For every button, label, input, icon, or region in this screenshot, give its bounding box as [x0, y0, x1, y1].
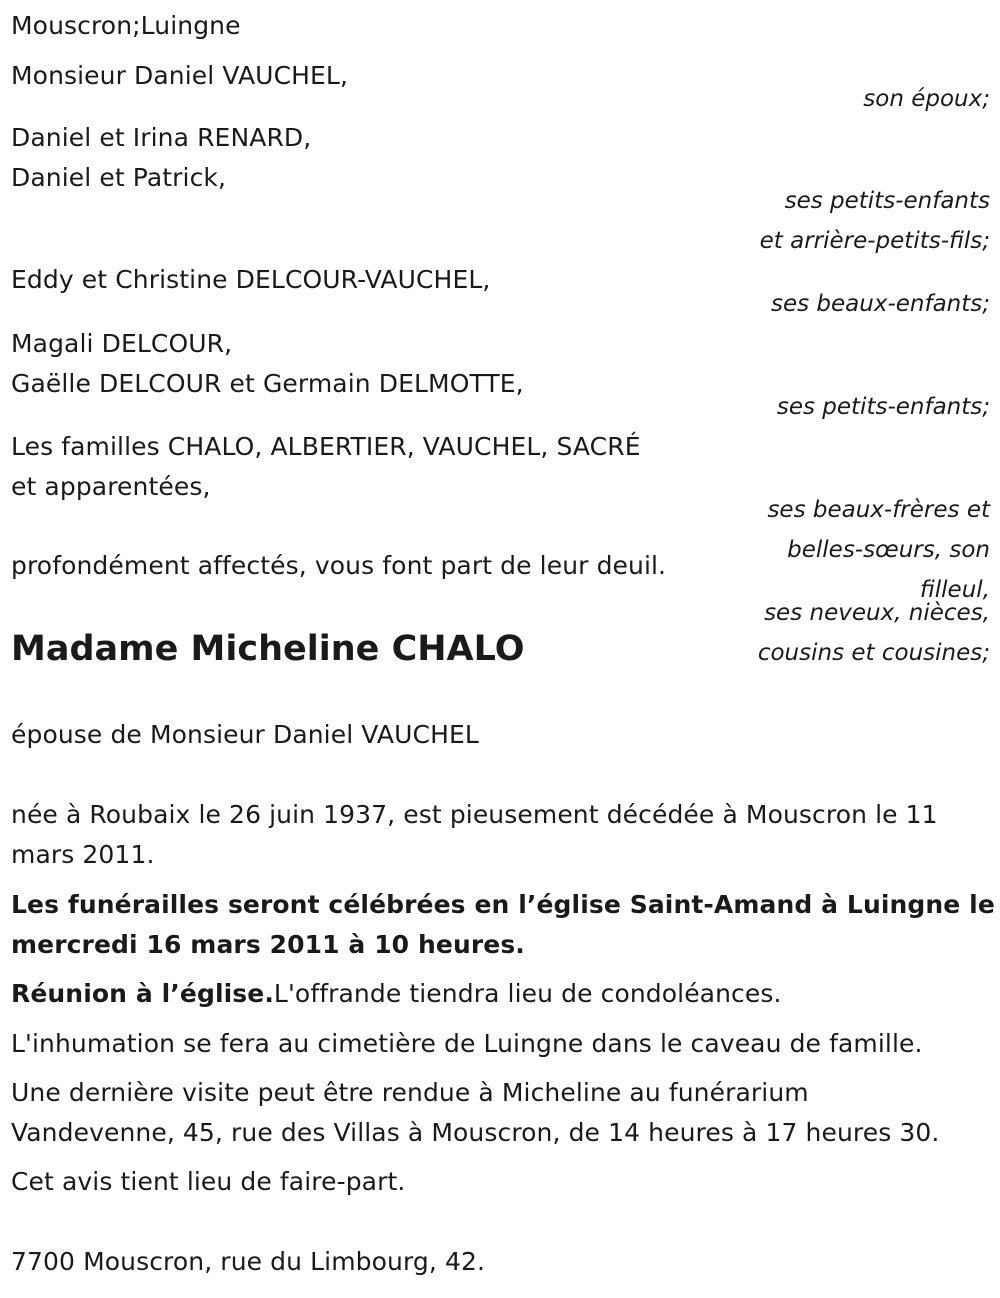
birth-death-line: mars 2011.: [11, 840, 155, 869]
reunion-line: [11, 974, 782, 1014]
visit-line: Une dernière visite peut être rendue à Micheline au funérarium: [11, 1078, 809, 1107]
family-relation: ses beaux-frères et: [767, 497, 990, 523]
birth-death-line: née à Roubaix le 26 juin 1937, est pieusement décédée à Mouscron le 11: [11, 800, 938, 829]
family-relation: son époux;: [863, 86, 990, 112]
family-relation: et arrière-petits-fils;: [759, 228, 990, 254]
family-relation: ses beaux-enfants;: [770, 291, 990, 317]
family-name-line: Eddy et Christine DELCOUR-VAUCHEL,: [11, 265, 491, 294]
family-name-line: Magali DELCOUR,: [11, 329, 233, 358]
funeral-line: mercredi 16 mars 2011 à 10 heures.: [11, 930, 525, 959]
family-relation: cousins et cousines;: [757, 640, 990, 666]
family-relation: belles-sœurs, son: [787, 537, 990, 563]
location-line: Mouscron;Luingne: [11, 11, 241, 40]
family-name-line: Daniel et Patrick,: [11, 163, 227, 192]
family-name-line: Monsieur Daniel VAUCHEL,: [11, 61, 348, 90]
mourning-line: profondément affectés, vous font part de leur deuil.: [11, 551, 667, 580]
reunion-rest: L'offrande tiendra lieu de condoléances.: [273, 979, 782, 1008]
reunion-bold: Réunion à l’église.: [11, 979, 274, 1008]
family-name-line: et apparentées,: [11, 472, 211, 501]
family-relation: filleul,: [919, 577, 990, 603]
family-relation: ses petits-enfants: [784, 188, 990, 214]
deceased-name: Madame Micheline CHALO: [11, 629, 525, 669]
funeral-line: Les funérailles seront célébrées en l’église Saint-Amand à Luingne le: [11, 890, 995, 919]
notice-line: Cet avis tient lieu de faire-part.: [11, 1167, 406, 1196]
family-name-line: Gaëlle DELCOUR et Germain DELMOTTE,: [11, 369, 524, 398]
family-relation: ses neveux, nièces,: [764, 600, 990, 626]
visit-line: Vandevenne, 45, rue des Villas à Mouscron, de 14 heures à 17 heures 30.: [11, 1118, 940, 1147]
burial-line: L'inhumation se fera au cimetière de Luingne dans le caveau de famille.: [11, 1029, 923, 1058]
family-relation: ses petits-enfants;: [776, 394, 990, 420]
family-name-line: Daniel et Irina RENARD,: [11, 123, 312, 152]
family-name-line: Les familles CHALO, ALBERTIER, VAUCHEL, SACRÉ: [11, 432, 641, 461]
spouse-line: épouse de Monsieur Daniel VAUCHEL: [11, 720, 479, 749]
address-line: 7700 Mouscron, rue du Limbourg, 42.: [11, 1247, 486, 1276]
